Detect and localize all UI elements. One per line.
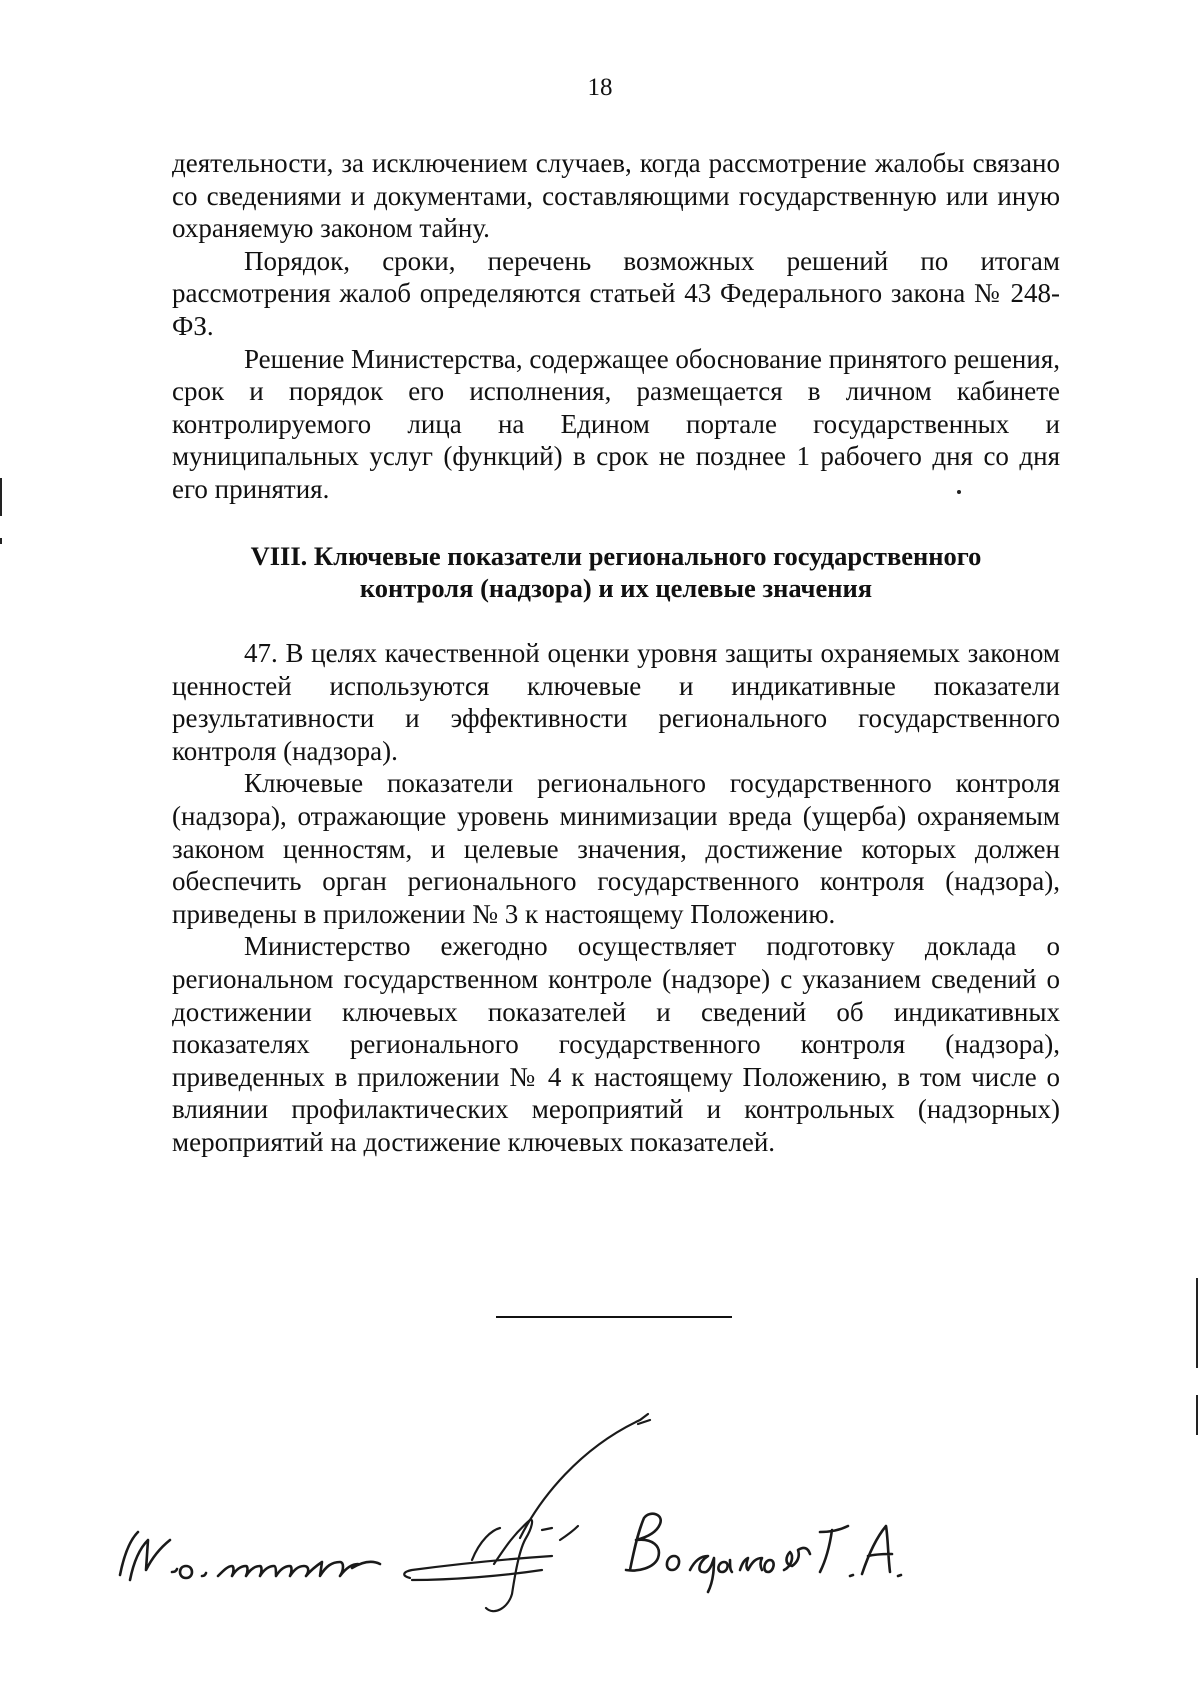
stray-dot xyxy=(957,490,961,494)
paragraph-key-indicators: Ключевые показатели регионального государственного контроля (надзора), отражающие уровень минимизации вреда (ущерба) охраняемым законом ценностям, и целевые значения, достижение которых должен обеспечить орган регионального государственного контроля (надзора), приведены в приложении № 3 к настоящему Положению. xyxy=(172,768,1060,929)
paragraph-ministry-decision: Решение Министерства, содержащее обоснование принятого решения, срок и порядок его исполнения, размещается в личном кабинете контролируемого лица на Едином портале государственных и муниципальных услуг (функций) в срок не позднее 1 рабочего дня со дня его принятия. xyxy=(172,343,1060,504)
closing-rule xyxy=(496,1316,732,1318)
section-heading xyxy=(160,540,1072,604)
bottom-text-block xyxy=(172,637,1060,1159)
section-heading-line-2: контроля (надзора) и их целевые значения xyxy=(359,573,873,603)
handwritten-position-mark xyxy=(120,1532,380,1580)
handwritten-name-mark xyxy=(626,1514,901,1592)
signature-flourish xyxy=(404,1414,650,1611)
section-heading-line-1: VIII. Ключевые показатели регионального государственного xyxy=(250,541,982,571)
paragraph-continuation: деятельности, за исключением случаев, когда рассмотрение жалобы связано со сведениями и документами, составляющими государственную или иную охраняемую законом тайну. xyxy=(172,148,1060,244)
scan-mark-right-lower xyxy=(1196,1395,1198,1435)
scan-mark-left-small xyxy=(0,538,2,544)
paragraph-complaint-procedure: Порядок, сроки, перечень возможных решений по итогам рассмотрения жалоб определяются статьей 43 Федерального закона № 248-ФЗ. xyxy=(172,245,1060,341)
signature-block xyxy=(90,1420,990,1620)
handwritten-signature xyxy=(90,1420,990,1620)
paragraph-annual-report: Министерство ежегодно осуществляет подготовку доклада о региональном государственном контроле (надзоре) с указанием сведений о достижении ключевых показателей и сведений об индикативных показателях регионального государственного контроля (надзора), приведенных в приложении № 4 к настоящему Положению, в том числе о влиянии профилактических мероприятий и контрольных (надзорных) мероприятий на достижение ключевых показателей. xyxy=(172,931,1060,1157)
page-number: 18 xyxy=(587,74,613,101)
paragraph-item-47: 47. В целях качественной оценки уровня защиты охраняемых законом ценностей используются ключевые и индикативные показатели результативности и эффективности регионального государственного контроля (надзора). xyxy=(172,638,1060,766)
scan-mark-left xyxy=(0,478,2,516)
top-text-block xyxy=(172,147,1060,506)
scan-mark-right xyxy=(1196,1278,1198,1368)
